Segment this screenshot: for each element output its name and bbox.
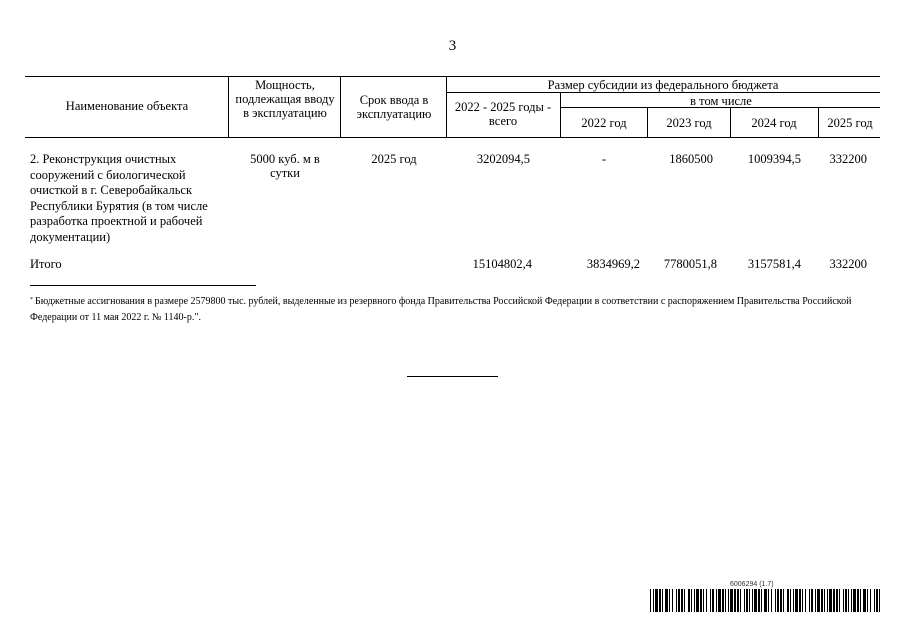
barcode-bar <box>703 589 704 612</box>
barcode-bar <box>746 589 748 612</box>
header-year-2022: 2022 год <box>581 116 627 130</box>
barcode-bar <box>783 589 784 612</box>
barcode-bar <box>824 589 825 612</box>
totals-label: Итого <box>30 257 62 271</box>
end-of-document-rule <box>407 376 498 377</box>
barcode-bar <box>676 589 677 612</box>
barcode-bar <box>706 589 707 612</box>
barcode-bar <box>817 589 820 612</box>
column-divider <box>446 76 447 137</box>
row-2025: 332200 <box>829 152 867 166</box>
barcode-bar <box>725 589 726 612</box>
barcode-bar <box>839 589 840 612</box>
row-total: 3202094,5 <box>476 152 530 166</box>
barcode-bar <box>775 589 776 612</box>
barcode-bar <box>827 589 828 612</box>
barcode-bar <box>845 589 847 612</box>
column-divider <box>340 76 341 137</box>
barcode-bar <box>718 589 721 612</box>
barcode-bar <box>787 589 789 612</box>
barcode-bar <box>795 589 798 612</box>
barcode-bar <box>879 589 880 612</box>
totals-2023: 7780051,8 <box>663 257 717 271</box>
barcode-bar <box>696 589 699 612</box>
header-name: Наименование объекта <box>65 99 189 113</box>
barcode-bar <box>752 589 753 612</box>
barcode-bar <box>737 589 739 612</box>
barcode-bar <box>860 589 861 612</box>
barcode-bar <box>777 589 779 612</box>
barcode-bar <box>655 589 658 612</box>
footnote-separator <box>30 285 256 286</box>
barcode-bar <box>764 589 767 612</box>
barcode-bar <box>650 589 651 612</box>
table-header-bottom-rule <box>25 137 880 138</box>
barcode-bar <box>876 589 878 612</box>
barcode-bar <box>793 589 794 612</box>
totals-2025: 332200 <box>829 257 867 271</box>
barcode-bar <box>730 589 733 612</box>
totals-total: 15104802,4 <box>472 257 532 271</box>
barcode-bar <box>843 589 844 612</box>
footnote-text: Бюджетные ассигнования в размере 2579800 тыс. рублей, выделенные из резервного фонда Правительства Российской Федерации в соответствии с распоряжением Правительства Российской Федерации от 11 мая 2022 г. № 1140-р. <box>30 296 852 323</box>
barcode-bar <box>768 589 769 612</box>
barcode-bar <box>790 589 791 612</box>
barcode-bar <box>857 589 859 612</box>
column-divider <box>730 107 731 137</box>
barcode-bar <box>700 589 702 612</box>
barcode-bar <box>848 589 849 612</box>
barcode-bar <box>684 589 685 612</box>
row-term: 2025 год <box>371 152 417 166</box>
barcode-bar <box>836 589 838 612</box>
barcode-bar <box>771 589 772 612</box>
barcode-bar <box>744 589 745 612</box>
header-term: Срок ввода в эксплуатацию <box>356 93 432 121</box>
page-number: 3 <box>448 38 457 54</box>
barcode <box>650 589 880 612</box>
header-total: 2022 - 2025 годы - всего <box>454 100 552 128</box>
column-divider <box>647 107 648 137</box>
column-divider <box>560 92 561 137</box>
barcode-bar <box>780 589 782 612</box>
barcode-bar <box>694 589 695 612</box>
header-subsidy: Размер субсидии из федерального бюджета <box>547 78 779 92</box>
row-2023: 1860500 <box>669 152 713 166</box>
barcode-bar <box>851 589 852 612</box>
barcode-bar <box>722 589 724 612</box>
barcode-bar <box>710 589 711 612</box>
barcode-bar <box>833 589 835 612</box>
barcode-bar <box>712 589 714 612</box>
barcode-bar <box>681 589 683 612</box>
barcode-bar <box>728 589 729 612</box>
footnote <box>30 294 880 326</box>
row-object-name: 2. Реконструкция очистных сооружений с биологической очисткой в г. Северобайкальск Республики Бурятия (в том числе разработка проектной и рабочей документации) <box>30 152 208 244</box>
column-divider <box>228 76 229 137</box>
header-including: в том числе <box>690 94 752 108</box>
table-top-rule <box>25 76 880 77</box>
header-year-2023: 2023 год <box>666 116 712 130</box>
barcode-bar <box>867 589 868 612</box>
row-capacity: 5000 куб. м в сутки <box>250 152 320 180</box>
barcode-bar <box>665 589 668 612</box>
barcode-bar <box>805 589 806 612</box>
barcode-bar <box>802 589 803 612</box>
column-divider <box>818 107 819 137</box>
barcode-bar <box>716 589 717 612</box>
subsidy-header-rule <box>446 92 880 93</box>
barcode-bar <box>662 589 663 612</box>
barcode-bar <box>740 589 741 612</box>
barcode-bar <box>761 589 762 612</box>
barcode-bar <box>758 589 760 612</box>
barcode-bar <box>749 589 750 612</box>
barcode-number: 6006294 (1.7) <box>730 581 774 588</box>
header-capacity: Мощность, подлежащая вводу в эксплуатацию <box>235 78 335 120</box>
barcode-bar <box>811 589 813 612</box>
barcode-bar <box>821 589 823 612</box>
barcode-bar <box>863 589 866 612</box>
barcode-bar <box>874 589 875 612</box>
barcode-bar <box>734 589 736 612</box>
barcode-bar <box>754 589 757 612</box>
footnote-mark: * <box>30 297 33 303</box>
barcode-bar <box>870 589 871 612</box>
footnote-closing: ". <box>194 312 201 323</box>
barcode-bar <box>669 589 670 612</box>
totals-2022: 3834969,2 <box>586 257 640 271</box>
barcode-bar <box>688 589 690 612</box>
totals-2024: 3157581,4 <box>747 257 801 271</box>
barcode-bar <box>829 589 832 612</box>
barcode-bar <box>691 589 692 612</box>
barcode-bar <box>853 589 856 612</box>
barcode-bar <box>809 589 810 612</box>
barcode-bar <box>799 589 801 612</box>
row-2022: - <box>601 152 607 166</box>
barcode-bar <box>815 589 816 612</box>
barcode-bar <box>653 589 654 612</box>
barcode-bar <box>659 589 661 612</box>
barcode-bar <box>672 589 673 612</box>
barcode-bar <box>678 589 680 612</box>
row-2024: 1009394,5 <box>747 152 801 166</box>
header-year-2025: 2025 год <box>827 116 873 130</box>
header-year-2024: 2024 год <box>751 116 797 130</box>
